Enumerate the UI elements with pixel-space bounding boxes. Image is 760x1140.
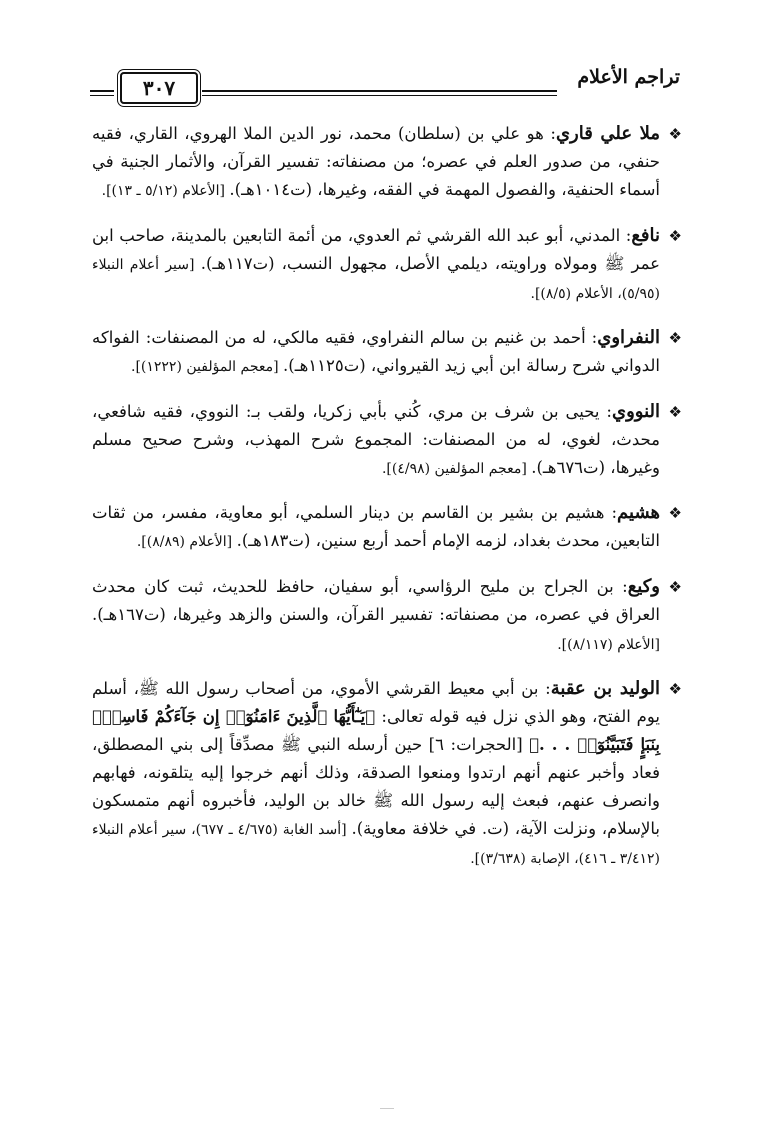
quran-verse: ﴿يَـٰٓأَيُّهَا ٱلَّذِينَ ءَامَنُوٓا۟ إِن جَآءَكُمْ فَاسِقٌۢ بِنَبَإٍ فَتَبَيَّنُوٓا۟ . . .﴾ (92, 707, 661, 754)
running-title: تراجم الأعلام (577, 66, 680, 88)
entry-name: ملا علي قاري (555, 123, 660, 144)
entry-reference: [معجم المؤلفين (١٢٢٢)]. (131, 359, 284, 375)
diamond-bullet-icon: ❖ (668, 402, 682, 421)
biographies-list (92, 120, 682, 876)
entry-text-continued: [الحجرات: ٦] حين أرسله النبي ﷺ مصدِّقاً إلى بني المصطلق، فعاد وأخبر عنهم أنهم ارتدوا ومنعوا الصدقة، وذلك أنهم خرجوا إليه يتلقونه، فهابهم وانصرف عنهم، فبعث إليه رسول الله ﷺ خالد بن الوليد، فأخبروه أنهم متمسكون بالإسلام، ونزلت الآية، (ت. في خلافة معاوية). (92, 735, 660, 838)
page-header (90, 62, 680, 102)
diamond-bullet-icon: ❖ (668, 577, 682, 596)
entry-nafrawi (92, 324, 682, 381)
entry-text: : المدني، أبو عبد الله القرشي ثم العدوي، من أئمة التابعين بالمدينة، صاحب ابن عمر ﷺ ومولاه وراويته، ديلمي الأصل، مجهول النسب، (ت١١٧هـ). (92, 225, 660, 273)
entry-text: : هو علي بن (سلطان) محمد، نور الدين الملا الهروي، القاري، فقيه حنفي، من صدور العلم في عصره؛ من مصنفاته: تفسير القرآن، والأثمار الجنية في أسماء الحنفية، والفصول المهمة في الفقه، وغيرها، (ت١٠١٤هـ). (92, 124, 660, 199)
entry-reference: [الأعلام (٨/٨٩)]. (136, 534, 237, 550)
entry-text: : بن الجراح بن مليح الرؤاسي، أبو سفيان، حافظ للحديث، ثبت كان محدث العراق في عصره، من مصنفاته: تفسير القرآن، والسنن والزهد وغيرها، (ت١٦٧هـ). (92, 576, 660, 624)
entry-nafi (92, 222, 682, 308)
entry-reference: [أسد الغابة (٤/٦٧٥ ـ ٦٧٧)، سير أعلام النبلاء (٣/٤١٢ ـ ٤١٦)، الإصابة (٣/٦٣٨)]. (92, 822, 660, 867)
diamond-bullet-icon: ❖ (668, 680, 682, 698)
header-rule-left (90, 90, 114, 96)
page-mark (380, 1108, 394, 1109)
entry-reference: [معجم المؤلفين (٤/٩٨)]. (381, 460, 532, 477)
entry-name: نافع (631, 224, 660, 246)
entry-nawawi (92, 398, 682, 483)
entry-reference: [الأعلام (٨/١١٧)]. (557, 636, 660, 653)
entry-reference: [الأعلام (٥/١٢ ـ ١٣)]. (101, 183, 230, 199)
diamond-bullet-icon: ❖ (668, 504, 682, 522)
entry-walid-ibn-uqba (92, 675, 682, 873)
entry-reference: [سير أعلام النبلاء (٥/٩٥)، الأعلام (٨/٥)]. (92, 256, 660, 302)
diamond-bullet-icon: ❖ (668, 329, 682, 347)
entry-hushaym (92, 499, 682, 556)
header-rule-right (202, 90, 557, 96)
entry-waki (92, 573, 682, 659)
entry-text: : هشيم بن بشير بن القاسم بن دينار السلمي، أبو معاوية، مفسر، من ثقات التابعين، محدث بغداد، لزمه الإمام أحمد أربع سنين، (ت١٨٣هـ). (92, 503, 660, 550)
entry-name: النفراوي (597, 327, 660, 348)
page-number: ٣٠٧ (120, 72, 198, 104)
entry-name: هشيم (617, 502, 660, 523)
diamond-bullet-icon: ❖ (668, 125, 682, 143)
entry-name: الوليد بن عقبة (550, 678, 660, 699)
entry-text: : أحمد بن غنيم بن سالم النفراوي، فقيه مالكي، له من المصنفات: الفواكه الدواني شرح رسالة ابن أبي زيد القيرواني، (ت١١٢٥هـ). (92, 328, 660, 375)
entry-name: النووي (612, 400, 660, 422)
diamond-bullet-icon: ❖ (668, 226, 682, 245)
entry-text: : بن أبي معيط القرشي الأموي، من أصحاب رسول الله ﷺ، أسلم يوم الفتح، وهو الذي نزل فيه قوله تعالى: (92, 679, 660, 726)
entry-mulla-ali-qari (92, 120, 682, 205)
entry-text: : يحيى بن شرف بن مري، كُني بأبي زكريا، ولقب بـ: النووي، فقيه شافعي، محدث، لغوي، له من المصنفات: المجموع شرح المهذب، وشرح صحيح مسلم وغيرها، (ت٦٧٦هـ). (92, 401, 660, 477)
entry-name: وكيع (627, 575, 660, 597)
